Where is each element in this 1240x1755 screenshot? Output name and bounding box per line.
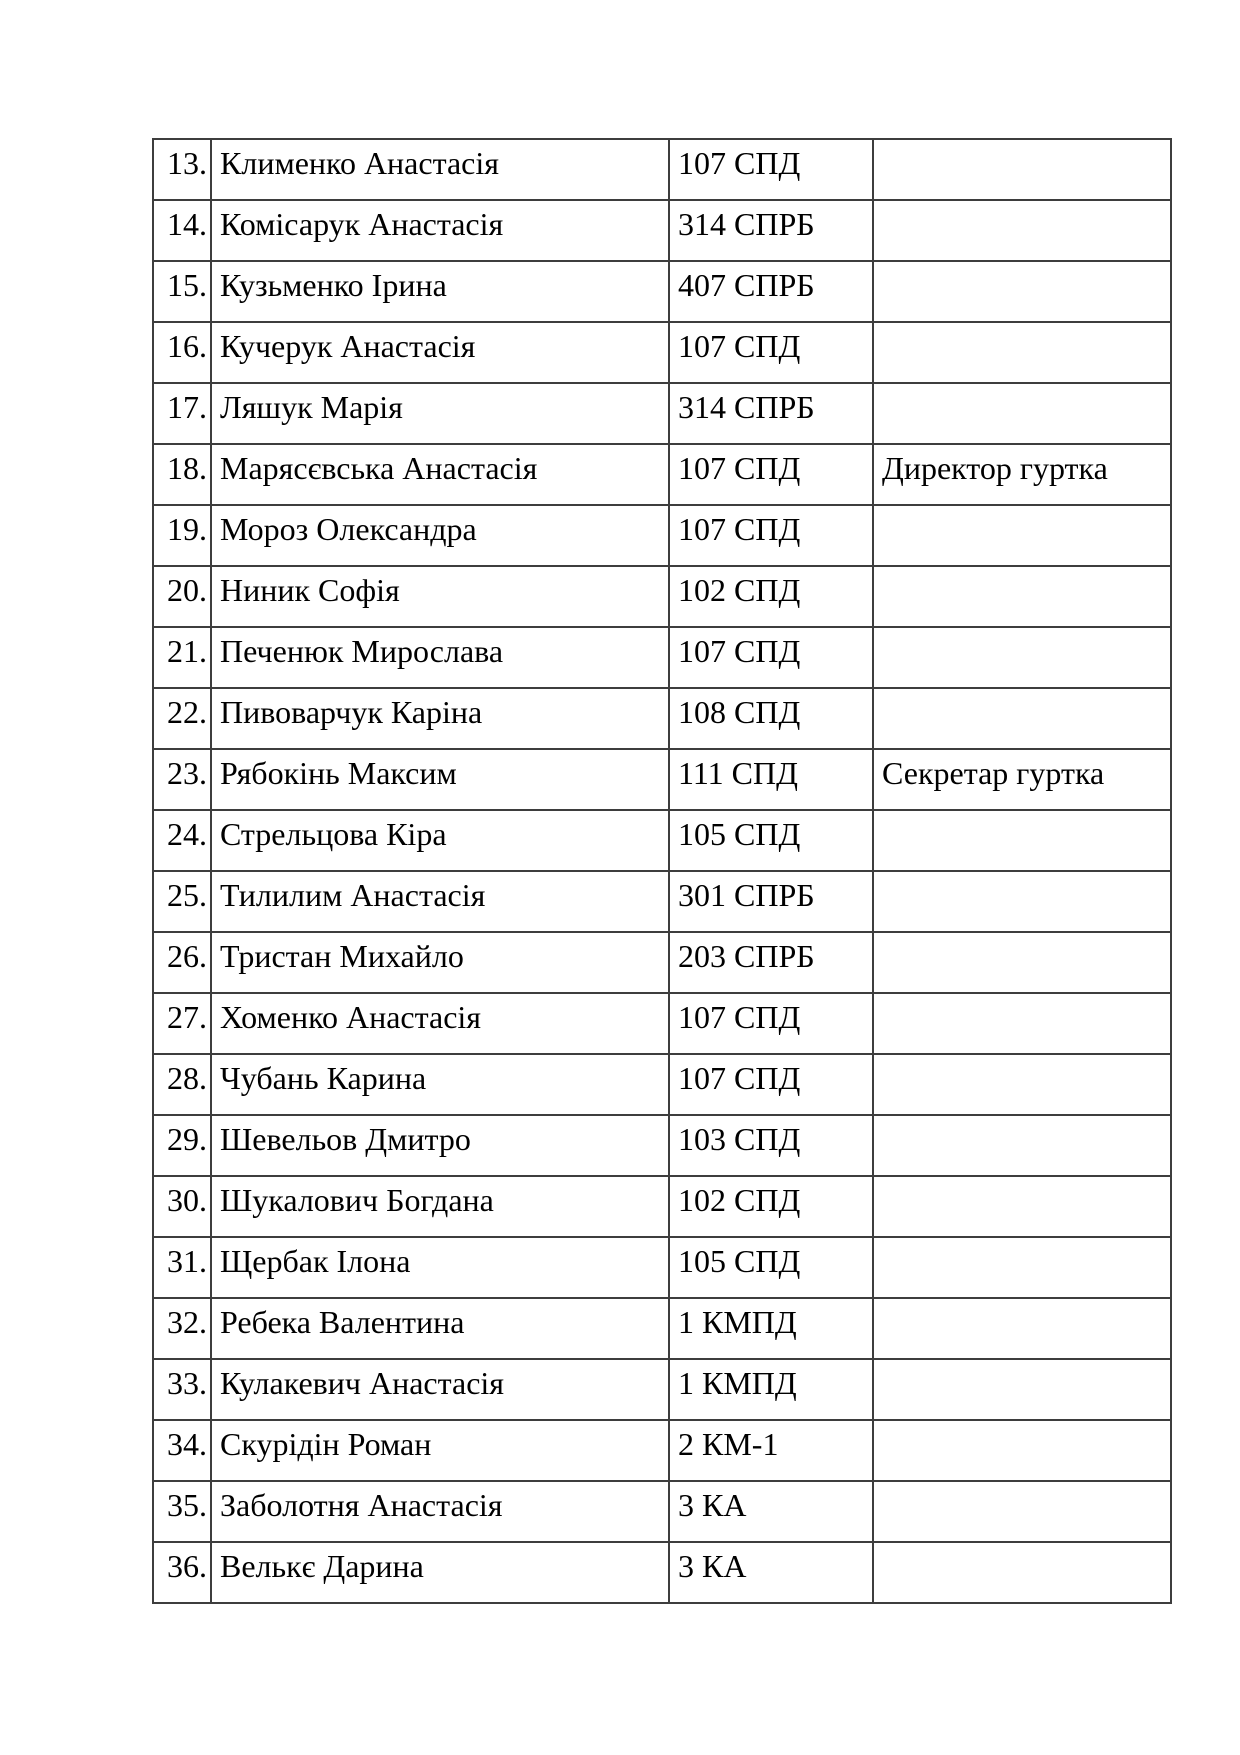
role-cell: Директор гуртка — [873, 444, 1171, 505]
group-cell: 107 СПД — [669, 139, 873, 200]
row-number-cell: 26. — [153, 932, 211, 993]
role-cell — [873, 932, 1171, 993]
row-number-cell: 27. — [153, 993, 211, 1054]
table-row — [153, 749, 1171, 810]
role-cell — [873, 871, 1171, 932]
table-row — [153, 444, 1171, 505]
group-cell: 107 СПД — [669, 993, 873, 1054]
table-row — [153, 688, 1171, 749]
table-row — [153, 322, 1171, 383]
table-row — [153, 139, 1171, 200]
row-number-cell: 32. — [153, 1298, 211, 1359]
role-cell — [873, 627, 1171, 688]
row-number-cell: 36. — [153, 1542, 211, 1603]
row-number-cell: 21. — [153, 627, 211, 688]
role-cell — [873, 322, 1171, 383]
group-cell: 1 КМПД — [669, 1298, 873, 1359]
table-row — [153, 1054, 1171, 1115]
group-cell: 203 СПРБ — [669, 932, 873, 993]
role-cell — [873, 688, 1171, 749]
row-number-cell: 34. — [153, 1420, 211, 1481]
name-cell: Ребека Валентина — [211, 1298, 669, 1359]
role-cell — [873, 1420, 1171, 1481]
table-row — [153, 932, 1171, 993]
name-cell: Марясєвська Анастасія — [211, 444, 669, 505]
role-cell — [873, 505, 1171, 566]
name-cell: Клименко Анастасія — [211, 139, 669, 200]
row-number-cell: 20. — [153, 566, 211, 627]
role-cell — [873, 200, 1171, 261]
table-row — [153, 566, 1171, 627]
row-number-cell: 31. — [153, 1237, 211, 1298]
group-cell: 2 КМ-1 — [669, 1420, 873, 1481]
row-number-cell: 15. — [153, 261, 211, 322]
role-cell — [873, 383, 1171, 444]
name-cell: Ляшук Марія — [211, 383, 669, 444]
row-number-cell: 19. — [153, 505, 211, 566]
table-row — [153, 1176, 1171, 1237]
row-number-cell: 24. — [153, 810, 211, 871]
name-cell: Тристан Михайло — [211, 932, 669, 993]
table-row — [153, 627, 1171, 688]
group-cell: 407 СПРБ — [669, 261, 873, 322]
name-cell: Шукалович Богдана — [211, 1176, 669, 1237]
group-cell: 107 СПД — [669, 444, 873, 505]
role-cell — [873, 1237, 1171, 1298]
group-cell: 102 СПД — [669, 566, 873, 627]
name-cell: Тилилим Анастасія — [211, 871, 669, 932]
role-cell — [873, 1054, 1171, 1115]
group-cell: 111 СПД — [669, 749, 873, 810]
name-cell: Печенюк Мирослава — [211, 627, 669, 688]
group-cell: 3 КА — [669, 1542, 873, 1603]
name-cell: Чубань Карина — [211, 1054, 669, 1115]
table-row — [153, 383, 1171, 444]
group-cell: 314 СПРБ — [669, 383, 873, 444]
row-number-cell: 17. — [153, 383, 211, 444]
table-row — [153, 505, 1171, 566]
group-cell: 107 СПД — [669, 322, 873, 383]
name-cell: Шевельов Дмитро — [211, 1115, 669, 1176]
group-cell: 103 СПД — [669, 1115, 873, 1176]
name-cell: Кулакевич Анастасія — [211, 1359, 669, 1420]
name-cell: Заболотня Анастасія — [211, 1481, 669, 1542]
row-number-cell: 22. — [153, 688, 211, 749]
group-cell: 107 СПД — [669, 1054, 873, 1115]
name-cell: Велькє Дарина — [211, 1542, 669, 1603]
group-cell: 108 СПД — [669, 688, 873, 749]
name-cell: Пивоварчук Каріна — [211, 688, 669, 749]
role-cell — [873, 1359, 1171, 1420]
row-number-cell: 18. — [153, 444, 211, 505]
role-cell — [873, 1115, 1171, 1176]
row-number-cell: 29. — [153, 1115, 211, 1176]
role-cell — [873, 1298, 1171, 1359]
role-cell — [873, 139, 1171, 200]
row-number-cell: 33. — [153, 1359, 211, 1420]
table-row — [153, 810, 1171, 871]
group-cell: 107 СПД — [669, 627, 873, 688]
role-cell — [873, 566, 1171, 627]
role-cell: Секретар гуртка — [873, 749, 1171, 810]
name-cell: Комісарук Анастасія — [211, 200, 669, 261]
roster-table-body — [153, 139, 1171, 1603]
role-cell — [873, 1542, 1171, 1603]
table-row — [153, 1115, 1171, 1176]
name-cell: Рябокінь Максим — [211, 749, 669, 810]
role-cell — [873, 261, 1171, 322]
row-number-cell: 25. — [153, 871, 211, 932]
name-cell: Хоменко Анастасія — [211, 993, 669, 1054]
row-number-cell: 23. — [153, 749, 211, 810]
table-row — [153, 261, 1171, 322]
table-row — [153, 993, 1171, 1054]
table-row — [153, 1420, 1171, 1481]
group-cell: 314 СПРБ — [669, 200, 873, 261]
table-row — [153, 871, 1171, 932]
group-cell: 301 СПРБ — [669, 871, 873, 932]
table-row — [153, 1481, 1171, 1542]
name-cell: Скурідін Роман — [211, 1420, 669, 1481]
group-cell: 1 КМПД — [669, 1359, 873, 1420]
table-row — [153, 1359, 1171, 1420]
row-number-cell: 16. — [153, 322, 211, 383]
row-number-cell: 14. — [153, 200, 211, 261]
role-cell — [873, 1481, 1171, 1542]
group-cell: 107 СПД — [669, 505, 873, 566]
row-number-cell: 35. — [153, 1481, 211, 1542]
group-cell: 3 КА — [669, 1481, 873, 1542]
table-row — [153, 1542, 1171, 1603]
role-cell — [873, 810, 1171, 871]
table-row — [153, 1298, 1171, 1359]
table-row — [153, 200, 1171, 261]
name-cell: Кузьменко Ірина — [211, 261, 669, 322]
roster-table — [152, 138, 1172, 1604]
group-cell: 105 СПД — [669, 1237, 873, 1298]
role-cell — [873, 993, 1171, 1054]
row-number-cell: 28. — [153, 1054, 211, 1115]
row-number-cell: 30. — [153, 1176, 211, 1237]
table-row — [153, 1237, 1171, 1298]
row-number-cell: 13. — [153, 139, 211, 200]
name-cell: Мороз Олександра — [211, 505, 669, 566]
group-cell: 102 СПД — [669, 1176, 873, 1237]
group-cell: 105 СПД — [669, 810, 873, 871]
name-cell: Щербак Ілона — [211, 1237, 669, 1298]
name-cell: Ниник Софія — [211, 566, 669, 627]
role-cell — [873, 1176, 1171, 1237]
name-cell: Стрельцова Кіра — [211, 810, 669, 871]
name-cell: Кучерук Анастасія — [211, 322, 669, 383]
